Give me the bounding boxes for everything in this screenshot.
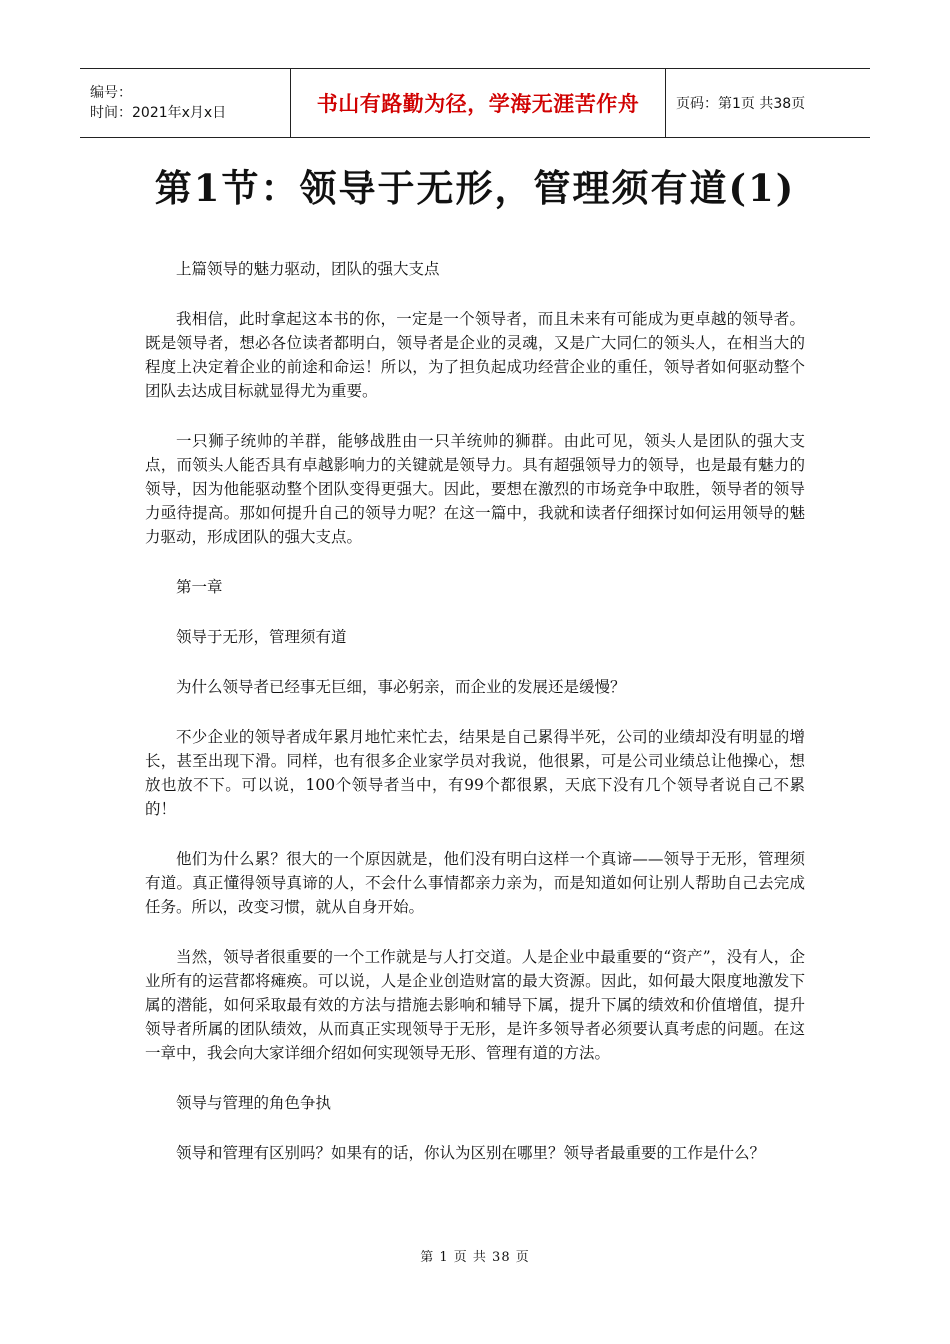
motto-text: 书山有路勤为径，学海无涯苦作舟 <box>316 92 640 116</box>
header-motto <box>290 69 666 137</box>
header-page-info <box>666 69 870 137</box>
paragraph: 不少企业的领导者成年累月地忙来忙去，结果是自己累得半死，公司的业绩却没有明显的增长，甚至出现下滑。同样，也有很多企业家学员对我说，他很累，可是公司业绩总让他操心，想放也放不下。可以说，100个领导者当中，有99个都很累，天底下没有几个领导者说自己不累的！ <box>145 728 805 818</box>
chapter-label: 第一章 <box>176 578 223 596</box>
time-label: 时间：2021年x月x日 <box>90 105 227 121</box>
page-footer: 第 1 页 共 38 页 <box>420 1250 530 1265</box>
paragraph: 他们为什么累？很大的一个原因就是，他们没有明白这样一个真谛——领导于无形，管理须有道。真正懂得领导真谛的人，不会什么事情都亲力亲为，而是知道如何让别人帮助自己去完成任务。所以，改变习惯，就从自身开始。 <box>145 850 805 916</box>
paragraph: 当然，领导者很重要的一个工作就是与人打交道。人是企业中最重要的“资产”，没有人，企业所有的运营都将瘫痪。可以说，人是企业创造财富的最大资源。因此，如何最大限度地激发下属的潜能，如何采取最有效的方法与措施去影响和辅导下属，提升下属的绩效和价值增值，提升领导者所属的团队绩效，从而真正实现领导于无形，是许多领导者必须要认真考虑的问题。在这一章中，我会向大家详细介绍如何实现领导无形、管理有道的方法。 <box>145 948 805 1062</box>
section-heading: 领导与管理的角色争执 <box>176 1094 332 1112</box>
paragraph: 上篇领导的魅力驱动，团队的强大支点 <box>176 260 440 278</box>
page-title: 第1节：领导于无形，管理须有道(1) <box>154 166 796 210</box>
document-header <box>80 68 870 138</box>
number-label: 编号： <box>90 85 132 101</box>
page-info-text: 页码：第1页 共38页 <box>676 96 806 112</box>
paragraph: 为什么领导者已经事无巨细，事必躬亲，而企业的发展还是缓慢？ <box>176 678 626 696</box>
header-meta <box>80 69 290 137</box>
paragraph: 我相信，此时拿起这本书的你，一定是一个领导者，而且未来有可能成为更卓越的领导者。既是领导者，想必各位读者都明白，领导者是企业的灵魂，又是广大同仁的领头人，在相当大的程度上决定着企业的前途和命运！所以，为了担负起成功经营企业的重任，领导者如何驱动整个团队去达成目标就显得尤为重要。 <box>145 310 805 400</box>
chapter-title: 领导于无形，管理须有道 <box>176 628 347 646</box>
paragraph: 领导和管理有区别吗？如果有的话，你认为区别在哪里？领导者最重要的工作是什么？ <box>176 1144 766 1162</box>
paragraph: 一只狮子统帅的羊群，能够战胜由一只羊统帅的狮群。由此可见，领头人是团队的强大支点，而领头人能否具有卓越影响力的关键就是领导力。具有超强领导力的领导，也是最有魅力的领导，因为他能驱动整个团队变得更强大。因此，要想在激烈的市场竞争中取胜，领导者的领导力亟待提高。那如何提升自己的领导力呢？在这一篇中，我就和读者仔细探讨如何运用领导的魅力驱动，形成团队的强大支点。 <box>145 432 805 546</box>
document-body <box>145 257 805 1191</box>
